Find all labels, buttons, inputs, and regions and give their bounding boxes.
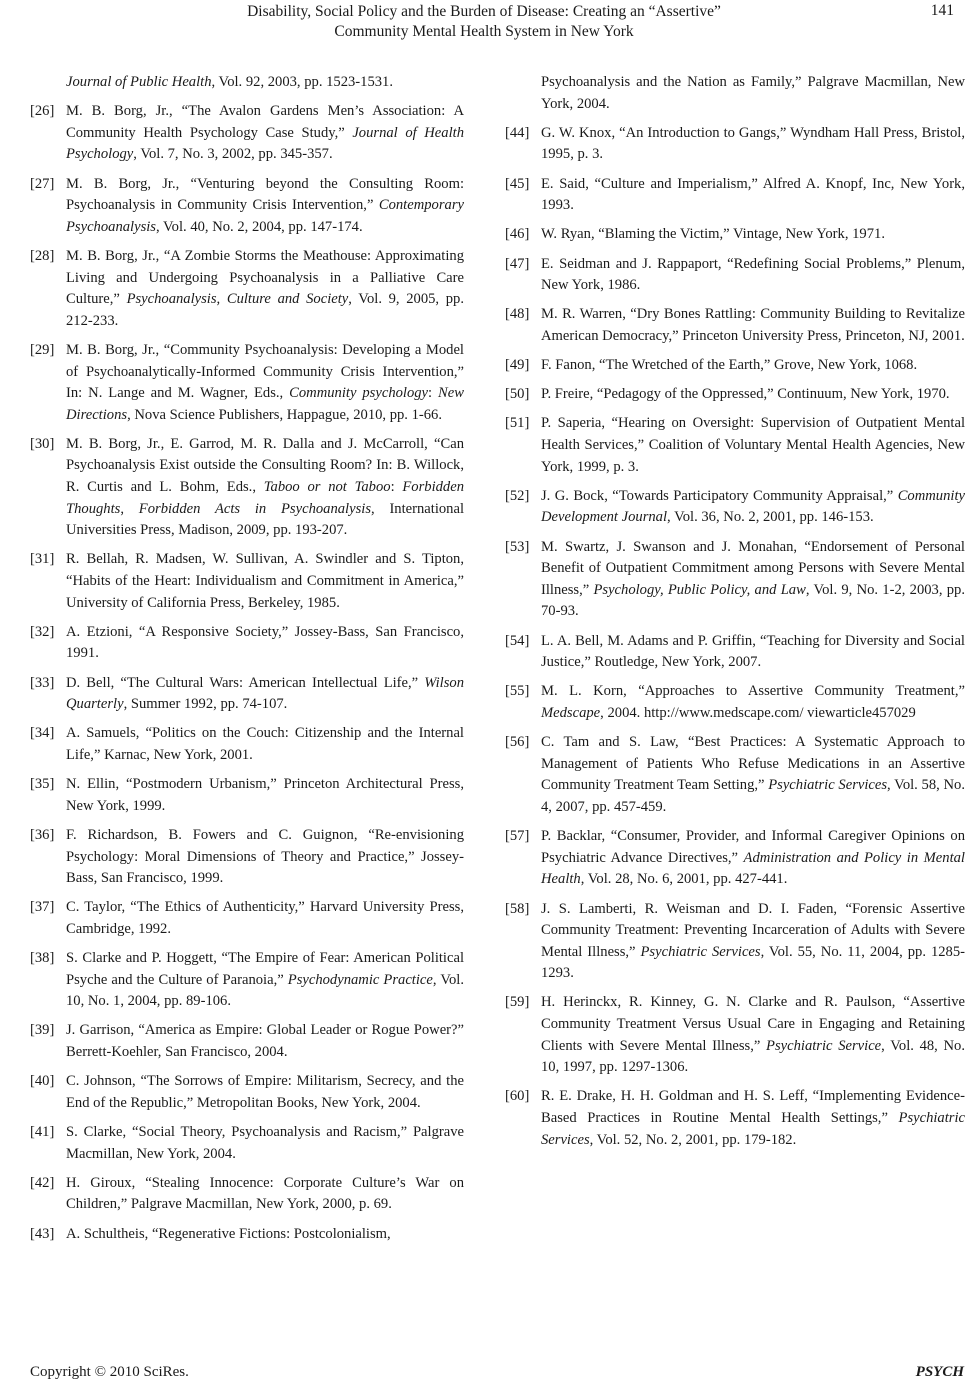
reference-text: R. E. Drake, H. H. Goldman and H. S. Leff, “Implementing Evidence-Based Practices in Routine Mental Health Settings,”: [541, 1088, 965, 1127]
reference-number: [42]: [30, 1174, 55, 1191]
reference-text: A. Etzioni, “A Responsive Society,” Jossey-Bass, San Francisco, 1991.: [66, 623, 464, 662]
reference-text: , Nova Science Publishers, Happague, 2010, pp. 1-66.: [127, 406, 442, 423]
reference-number: [33]: [30, 674, 55, 691]
reference-text: R. Bellah, R. Madsen, W. Sullivan, A. Swindler and S. Tipton, “Habits of the Heart: Individualism and Commitment in America,” University of California Press, Berkeley, 1985.: [66, 551, 464, 611]
reference-text: P. Freire, “Pedagogy of the Oppressed,” Continuum, New York, 1970.: [541, 386, 950, 403]
reference-item: [30, 622, 464, 665]
reference-text: , 2004. http://www.medscape.com/ viewarticle457029: [600, 704, 916, 721]
reference-number: [50]: [505, 386, 530, 403]
reference-text: J. S. Lamberti, R. Weisman and D. I. Faden, “Forensic Assertive Community Treatment: Preventing Incarceration of Adults with Severe Mental Illness,”: [541, 900, 965, 960]
reference-title-italic: Psychiatric Services: [768, 777, 888, 794]
reference-number: [58]: [505, 900, 530, 917]
reference-text: , Vol. 58, No. 4, 2007, pp. 457-459.: [541, 777, 965, 815]
reference-item: [505, 631, 965, 674]
reference-text: J. G. Bock, “Towards Participatory Community Appraisal,”: [541, 487, 898, 504]
reference-number: [56]: [505, 734, 530, 751]
reference-number: [28]: [30, 247, 55, 264]
reference-number: [44]: [505, 124, 530, 141]
reference-item: [505, 826, 965, 891]
reference-title-italic: Contemporary Psychoanalysis: [66, 197, 464, 235]
reference-item: [505, 174, 965, 217]
reference-title-italic: Journal of Health Psychology: [66, 124, 464, 163]
reference-text: , Vol. 9, 2005, pp. 212-233.: [66, 291, 464, 329]
reference-text: A. Schultheis, “Regenerative Fictions: Postcolonialism,: [66, 1225, 391, 1242]
reference-item: [505, 486, 965, 529]
reference-item: [30, 1071, 464, 1114]
reference-title-italic: Psychology, Public Policy, and Law: [593, 581, 806, 598]
reference-item: [505, 992, 965, 1078]
reference-text: M. Swartz, J. Swanson and J. Monahan, “Endorsement of Personal Benefit of Outpatient Commitment among Persons with Severe Mental Illness,”: [541, 538, 965, 598]
reference-text: , Vol. 52, No. 2, 2001, pp. 179-182.: [589, 1131, 797, 1148]
reference-number: [41]: [30, 1124, 55, 1141]
reference-item: [30, 774, 464, 817]
reference-title-italic: Community Development Journal: [541, 487, 965, 526]
reference-title-italic: Journal of Public Health: [66, 74, 212, 90]
reference-number: [26]: [30, 103, 55, 120]
reference-text: P. Backlar, “Consumer, Provider, and Informal Caregiver Opinions on Psychiatric Advance Directives,”: [541, 828, 965, 866]
reference-title-italic: Forbidden Acts in Psychoanalysis: [138, 500, 371, 517]
reference-item: [30, 1224, 464, 1246]
reference-text: M. B. Borg, Jr., “A Zombie Storms the Meathouse: Approximating Living and Undergoing Psychoanalysis in a Palliative Care Culture,”: [66, 247, 464, 308]
reference-text: M. L. Korn, “Approaches to Assertive Community Treatment,”: [541, 683, 965, 700]
reference-number: [52]: [505, 487, 530, 504]
reference-number: [35]: [30, 776, 55, 793]
reference-text: P. Saperia, “Hearing on Oversight: Supervision of Outpatient Mental Health Services,” Coalition of Voluntary Mental Health Agencies, New York, 1999, p. 3.: [541, 415, 965, 475]
reference-number: [34]: [30, 725, 55, 742]
reference-text: D. Bell, “The Cultural Wars: American Intellectual Life,”: [66, 674, 425, 691]
reference-title-italic: Taboo or not Taboo: [263, 479, 391, 496]
reference-number: [27]: [30, 175, 55, 192]
reference-text: H. Herinckx, R. Kinney, G. N. Clarke and R. Paulson, “Assertive Community Treatment Versus Usual Care in Engaging and Retaining Clients with Severe Mental Illness,”: [541, 994, 965, 1054]
reference-text: , Vol. 7, No. 3, 2002, pp. 345-357.: [133, 146, 333, 163]
reference-text: M. R. Warren, “Dry Bones Rattling: Community Building to Revitalize American Democracy,” Princeton University Press, Princeton, NJ, 2001.: [541, 306, 965, 344]
reference-text: , Vol. 92, 2003, pp. 1523-1531.: [211, 74, 394, 90]
reference-item: [30, 1173, 464, 1216]
reference-text: G. W. Knox, “An Introduction to Gangs,” Wyndham Hall Press, Bristol, 1995, p. 3.: [541, 124, 965, 163]
reference-number: [55]: [505, 683, 530, 700]
reference-item: [505, 72, 965, 115]
reference-text: , Vol. 48, No. 10, 1997, pp. 1297-1306.: [541, 1037, 966, 1076]
reference-text: F. Richardson, B. Fowers and C. Guignon, “Re-envisioning Psychology: Moral Dimensions of Theory and Practice,” Jossey-Bass, San Francisco, 1999.: [66, 826, 464, 887]
references-left-column: [30, 72, 464, 1253]
reference-number: [43]: [30, 1225, 55, 1242]
reference-text: M. B. Borg, Jr., “The Avalon Gardens Men’s Association: A Community Health Psychology Case Study,”: [66, 103, 464, 141]
reference-text: S. Clarke and P. Hoggett, “The Empire of Fear: American Political Psyche and the Culture of Paranoia,”: [66, 950, 464, 988]
reference-text: E. Said, “Culture and Imperialism,” Alfred A. Knopf, Inc, New York, 1993.: [541, 175, 965, 214]
reference-number: [51]: [505, 415, 530, 432]
reference-item: [30, 723, 464, 766]
reference-item: [30, 434, 464, 542]
reference-item: [30, 246, 464, 332]
reference-number: [57]: [505, 828, 530, 845]
copyright-notice: Copyright © 2010 SciRes.: [30, 1364, 189, 1380]
reference-title-italic: Psychoanalysis, Culture and Society: [126, 291, 349, 308]
reference-item: [505, 304, 965, 347]
reference-number: [30]: [30, 435, 55, 452]
reference-text: C. Tam and S. Law, “Best Practices: A Systematic Approach to Management of Patients Who Refuse Medications in an Assertive Community Treatment Team Setting,”: [541, 734, 965, 794]
reference-item: [30, 549, 464, 614]
header-line-1: Disability, Social Policy and the Burden of Disease: Creating an “Assertive”: [247, 3, 721, 20]
reference-item: [30, 673, 464, 716]
reference-item: [505, 123, 965, 166]
reference-text: , Summer 1992, pp. 74-107.: [123, 696, 288, 713]
reference-item: [30, 72, 464, 94]
reference-text: :: [390, 479, 403, 496]
reference-text: F. Fanon, “The Wretched of the Earth,” Grove, New York, 1068.: [541, 357, 918, 374]
reference-item: [505, 681, 965, 724]
reference-text: M. B. Borg, Jr., “Venturing beyond the Consulting Room: Psychoanalysis in Community Crisis Intervention,”: [66, 175, 464, 214]
page-number: 141: [930, 2, 954, 19]
reference-text: W. Ryan, “Blaming the Victim,” Vintage, New York, 1971.: [541, 226, 885, 243]
reference-item: [30, 174, 464, 239]
reference-number: [38]: [30, 950, 55, 967]
reference-number: [46]: [505, 226, 530, 243]
reference-number: [47]: [505, 255, 530, 272]
header-line-2: Community Mental Health System in New York: [334, 23, 634, 40]
reference-text: , International Universities Press, Madison, 2009, pp. 193-207.: [66, 500, 465, 539]
reference-number: [49]: [505, 357, 530, 374]
reference-text: C. Johnson, “The Sorrows of Empire: Militarism, Secrecy, and the End of the Republic,” Metropolitan Books, New York, 2004.: [66, 1073, 464, 1111]
reference-title-italic: New Directions: [66, 385, 464, 423]
journal-name: PSYCH: [915, 1364, 964, 1380]
reference-text: , Vol. 36, No. 2, 2001, pp. 146-153.: [667, 509, 874, 526]
reference-number: [54]: [505, 632, 530, 649]
reference-number: [45]: [505, 175, 530, 192]
references-right-column: [505, 72, 965, 1159]
reference-text: , Vol. 55, No. 11, 2004, pp. 1285-1293.: [541, 943, 965, 982]
reference-text: :: [428, 385, 439, 402]
reference-title-italic: Psychiatric Service: [766, 1037, 882, 1054]
reference-number: [32]: [30, 623, 55, 640]
reference-text: , Vol. 9, No. 1-2, 2003, pp. 70-93.: [541, 581, 965, 620]
reference-text: H. Giroux, “Stealing Innocence: Corporate Culture’s War on Children,” Palgrave Macmillan, New York, 2000, p. 69.: [66, 1174, 464, 1213]
reference-item: [30, 340, 464, 426]
reference-item: [30, 825, 464, 890]
reference-item: [505, 732, 965, 818]
reference-item: [30, 1122, 464, 1165]
reference-text: S. Clarke, “Social Theory, Psychoanalysis and Racism,” Palgrave Macmillan, New York, 2004.: [66, 1124, 464, 1162]
reference-title-italic: Medscape: [541, 704, 601, 721]
reference-title-italic: Psychiatric Services: [640, 943, 761, 960]
reference-item: [30, 101, 464, 166]
reference-text: ,: [120, 500, 139, 517]
reference-number: [39]: [30, 1022, 55, 1039]
reference-title-italic: Psychodynamic Practice: [287, 971, 433, 988]
reference-item: [505, 355, 965, 377]
reference-text: L. A. Bell, M. Adams and P. Griffin, “Teaching for Diversity and Social Justice,” Routledge, New York, 2007.: [541, 632, 965, 671]
reference-number: [40]: [30, 1073, 55, 1090]
reference-text: N. Ellin, “Postmodern Urbanism,” Princeton Architectural Press, New York, 1999.: [66, 776, 464, 814]
reference-item: [505, 537, 965, 623]
reference-item: [505, 254, 965, 297]
reference-number: [29]: [30, 341, 55, 358]
reference-text: , Vol. 10, No. 1, 2004, pp. 89-106.: [66, 971, 464, 1010]
reference-text: C. Taylor, “The Ethics of Authenticity,” Harvard University Press, Cambridge, 1992.: [66, 899, 464, 937]
reference-number: [59]: [505, 994, 530, 1011]
reference-item: [505, 413, 965, 478]
reference-item: [505, 899, 965, 985]
reference-text: E. Seidman and J. Rappaport, “Redefining Social Problems,” Plenum, New York, 1986.: [541, 255, 965, 294]
reference-number: [36]: [30, 826, 55, 843]
reference-item: [505, 224, 965, 246]
reference-text: M. B. Borg, Jr., E. Garrod, M. R. Dalla and J. McCarroll, “Can Psychoanalysis Exist outside the Consulting Room? In: B. Willock, R. Curtis and L. Bohm, Eds.,: [66, 435, 464, 496]
reference-text: , Vol. 40, No. 2, 2004, pp. 147-174.: [155, 218, 363, 235]
reference-title-italic: Wilson Quarterly: [66, 674, 464, 713]
reference-item: [30, 897, 464, 940]
reference-text: A. Samuels, “Politics on the Couch: Citizenship and the Internal Life,” Karnac, New York, 2001.: [66, 725, 464, 763]
reference-item: [505, 1086, 965, 1151]
reference-text: J. Garrison, “America as Empire: Global Leader or Rogue Power?” Berrett-Koehler, San Francisco, 2004.: [66, 1022, 464, 1061]
reference-item: [30, 1020, 464, 1063]
running-header: [0, 2, 968, 42]
reference-number: [37]: [30, 899, 55, 916]
reference-number: [31]: [30, 551, 55, 568]
reference-number: [48]: [505, 306, 530, 323]
reference-item: [30, 948, 464, 1013]
reference-text: , Vol. 28, No. 6, 2001, pp. 427-441.: [580, 871, 788, 888]
reference-title-italic: Community psychology: [289, 385, 429, 402]
reference-title-italic: Forbidden Thoughts: [66, 479, 465, 517]
reference-title-italic: Psychiatric Services: [541, 1110, 965, 1148]
reference-number: [60]: [505, 1088, 530, 1105]
reference-text: M. B. Borg, Jr., “Community Psychoanalysis: Developing a Model of Psychoanalytically-Informed Community Crisis Intervention,” In: N. Lange and M. Wagner, Eds.,: [66, 341, 464, 402]
page-footer: [30, 1364, 964, 1381]
reference-number: [53]: [505, 538, 530, 555]
reference-title-italic: Administration and Policy in Mental Health: [541, 849, 965, 888]
reference-text: Psychoanalysis and the Nation as Family,” Palgrave Macmillan, New York, 2004.: [541, 74, 965, 112]
reference-item: [505, 384, 965, 406]
